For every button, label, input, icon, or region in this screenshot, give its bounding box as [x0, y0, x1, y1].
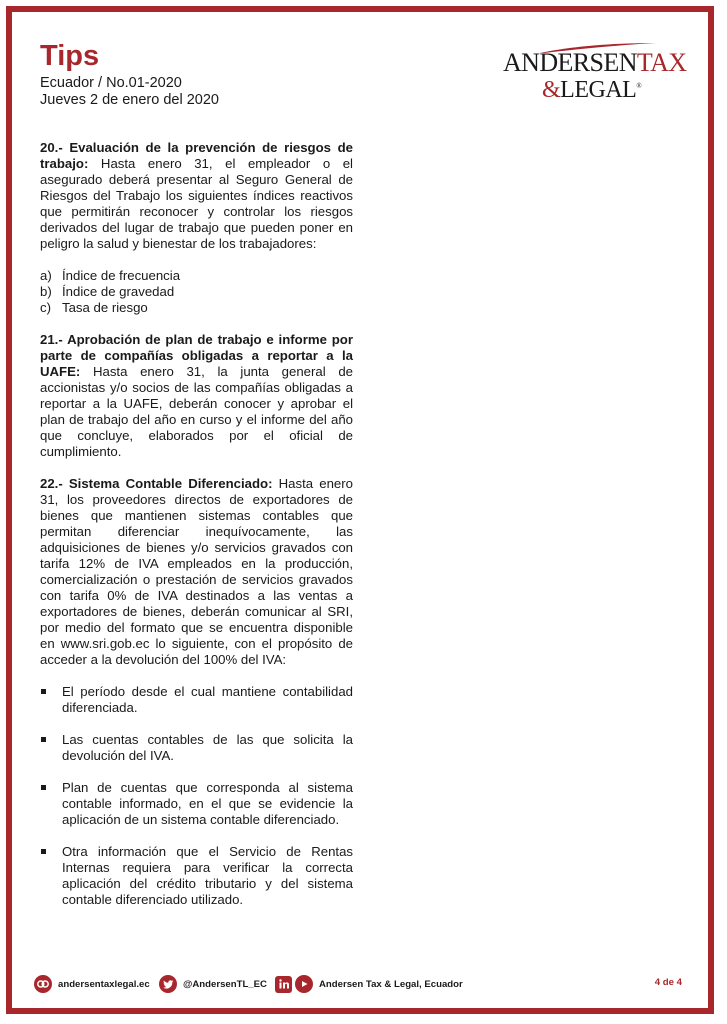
page-title: Tips	[40, 40, 100, 72]
logo-ampersand: &	[542, 77, 561, 103]
section-22-heading: 22.- Sistema Contable Diferenciado:	[40, 476, 273, 491]
bullet-icon	[41, 689, 46, 694]
link-icon	[34, 975, 52, 993]
footer-twitter[interactable]	[159, 974, 267, 994]
logo-registered: ®	[636, 82, 642, 90]
website-link[interactable]: andersentaxlegal.ec	[58, 978, 150, 990]
company-name[interactable]: Andersen Tax & Legal, Ecuador	[319, 978, 463, 990]
logo-andersen: ANDERSEN	[503, 48, 637, 77]
section-20-body: Hasta enero 31, el empleador o el asegurado deberá presentar al Seguro General de Riesgos del Trabajo los siguientes índices reactivos que permitirán reconocer y controlar los riesgos derivados del lugar de trabajo que pueden poner en peligro la salud y bienestar de los trabajadores:	[40, 156, 353, 251]
logo-legal: LEGAL	[560, 77, 637, 103]
footer-social[interactable]	[275, 974, 463, 994]
bullet-icon	[41, 737, 46, 742]
andersen-logo	[500, 42, 690, 103]
list-item: b) Índice de gravedad	[40, 284, 175, 299]
main-content	[40, 140, 353, 908]
list-item: c) Tasa de riesgo	[40, 300, 148, 315]
section-21-body: Hasta enero 31, la junta general de accionistas y/o socios de las compañías obligadas a reportar a la UAFE, deberán conocer y aprobar el plan de trabajo del año en curso y el informe del año que concluye, elaborados por el oficial de cumplimiento.	[40, 364, 353, 459]
section-22	[40, 476, 353, 668]
linkedin-icon[interactable]	[275, 976, 292, 993]
section-22-body: Hasta enero 31, los proveedores directos de exportadores de bienes que mantienen sistemas contables que permitan diferenciar inequívocamente, las adquisiciones de bienes y/o servicios gravados con tarifa 12% de IVA empleados en la producción, comercialización o prestación de servicios gravados con tarifa 0% de IVA destinados a las ventas a exportadores de bienes, deberán comunicar al SRI, por medio del formato que se encuentra disponible en www.sri.gob.ec lo siguiente, con el propósito de acceder a la devolución del 100% del IVA:	[40, 476, 353, 667]
list-item: Otra información que el Servicio de Rentas Internas requiera para verificar la correcta aplicación del crédito tributario y del sistema contable diferenciado utilizado.	[40, 844, 353, 908]
bullet-icon	[41, 849, 46, 854]
list-item: Plan de cuentas que corresponda al sistema contable informado, en el que se evidencie la aplicación de un sistema contable diferenciado.	[40, 780, 353, 828]
twitter-icon	[159, 975, 177, 993]
twitter-handle[interactable]: @AndersenTL_EC	[183, 978, 267, 990]
issue-date: Jueves 2 de enero del 2020	[40, 92, 219, 108]
list-item: El período desde el cual mantiene contabilidad diferenciada.	[40, 684, 353, 716]
section-21-heading: 21.- Aprobación de plan de trabajo e informe por parte de compañías obligadas a reportar a la UAFE:	[40, 332, 353, 379]
list-item: Las cuentas contables de las que solicita la devolución del IVA.	[40, 732, 353, 764]
section-20-heading: 20.- Evaluación de la prevención de riesgos de trabajo:	[40, 140, 353, 171]
list-item: a) Índice de frecuencia	[40, 268, 181, 283]
bullet-icon	[41, 785, 46, 790]
page-footer	[34, 974, 694, 996]
issue-number: Ecuador / No.01-2020	[40, 75, 182, 91]
section-20	[40, 140, 353, 252]
risk-index-list	[40, 268, 353, 316]
page-number: 4 de 4	[654, 977, 682, 988]
requirements-list	[40, 684, 353, 908]
logo-tax: TAX	[636, 48, 687, 77]
youtube-icon[interactable]	[295, 975, 313, 993]
footer-website[interactable]	[34, 974, 150, 994]
section-21	[40, 332, 353, 460]
